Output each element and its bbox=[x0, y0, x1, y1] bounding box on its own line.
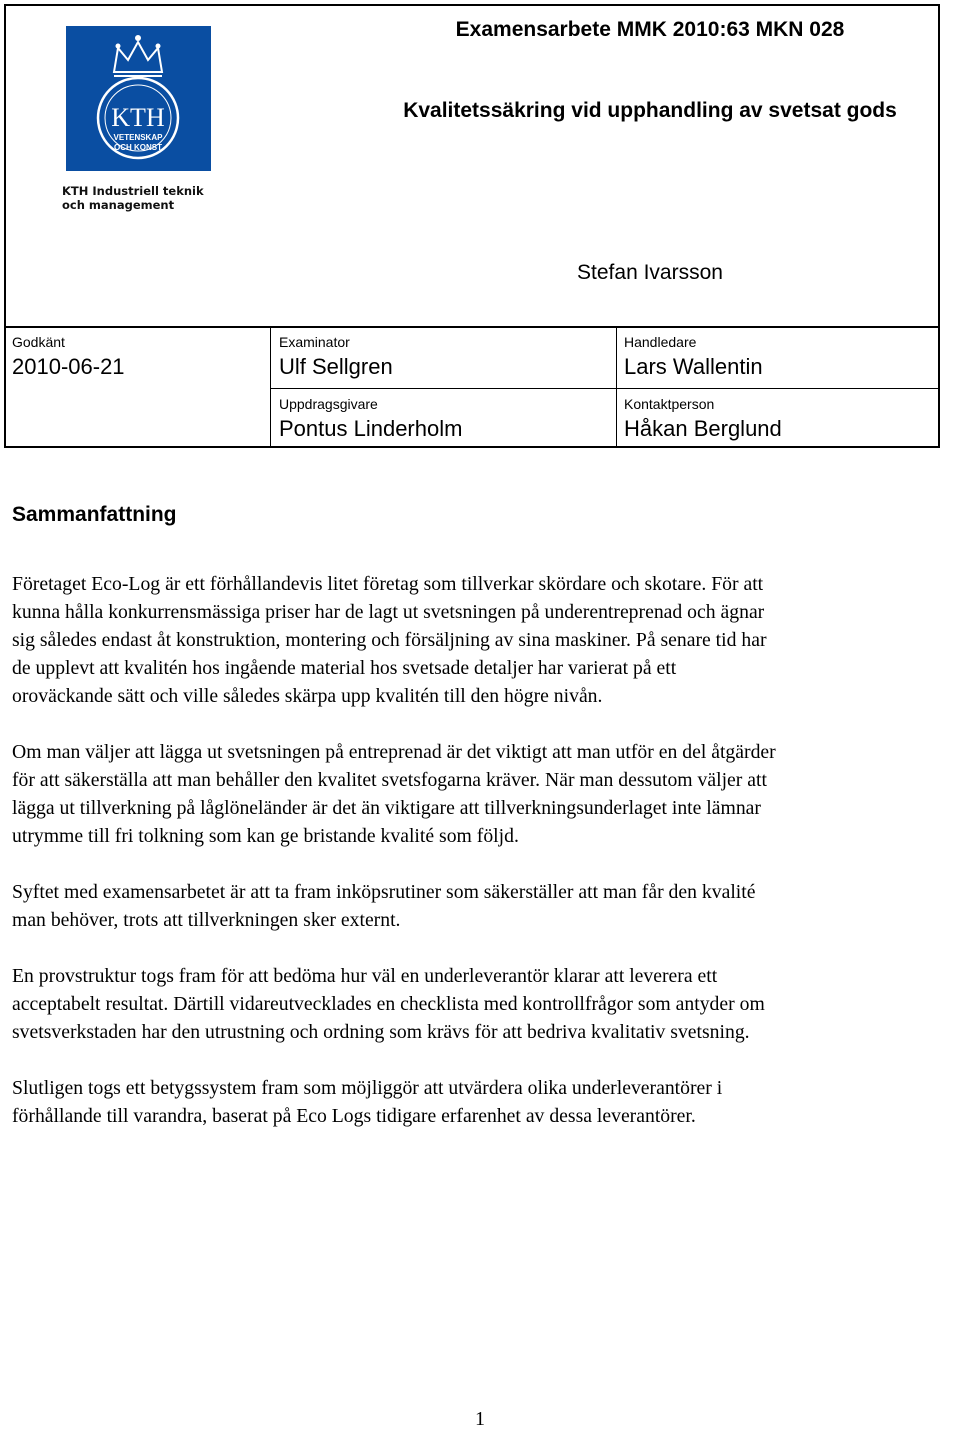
contact-label: Kontaktperson bbox=[624, 396, 715, 412]
svg-text:KTH: KTH bbox=[111, 103, 165, 132]
examiner-cell bbox=[279, 334, 393, 380]
examiner-label: Examinator bbox=[279, 334, 350, 350]
svg-text:OCH KONST: OCH KONST bbox=[114, 143, 162, 152]
thesis-title: Kvalitetssäkring vid upphandling av svetsat gods bbox=[403, 99, 897, 122]
kth-logo bbox=[66, 26, 211, 171]
summary-paragraph: Om man väljer att lägga ut svetsningen på entreprenad är det viktigt att man utför en del åtgärder för att säkerställa att man behåller den kvalitet svetsfogarna kräver. När man dessutom väljer att lägga ut tillverkning på låglöneländer är det än viktigare att tillverkningsunderlaget inte lämnar utrymme till fri tolkning som kan ge bristande kvalité som följd. bbox=[12, 741, 776, 847]
commissioner-value: Pontus Linderholm bbox=[279, 416, 463, 441]
commissioner-label: Uppdragsgivare bbox=[279, 396, 378, 412]
kth-crown-icon bbox=[66, 26, 211, 171]
examiner-value: Ulf Sellgren bbox=[279, 354, 393, 379]
contact-value: Håkan Berglund bbox=[624, 416, 782, 441]
logo-subtitle-line1: KTH Industriell teknik bbox=[62, 184, 204, 198]
svg-text:VETENSKAP: VETENSKAP bbox=[113, 133, 163, 142]
info-table-divider-1 bbox=[270, 326, 271, 448]
info-table-middle-rule bbox=[270, 388, 940, 389]
commissioner-cell bbox=[279, 396, 462, 442]
summary-heading: Sammanfattning bbox=[12, 503, 177, 526]
info-table-divider-2 bbox=[616, 326, 617, 448]
contact-cell bbox=[624, 396, 782, 442]
approved-value: 2010-06-21 bbox=[12, 354, 125, 379]
logo-subtitle-line2: och management bbox=[62, 198, 175, 212]
approved-cell bbox=[12, 334, 125, 380]
logo-subtitle bbox=[62, 184, 232, 212]
approved-label: Godkänt bbox=[12, 334, 65, 350]
page-number: 1 bbox=[475, 1408, 485, 1430]
summary-paragraph: Slutligen togs ett betygssystem fram som möjliggör att utvärdera olika underleverantörer i förhållande till varandra, baserat på Eco Logs tidigare erfarenhet av dessa leverantörer. bbox=[12, 1077, 723, 1127]
thesis-id: Examensarbete MMK 2010:63 MKN 028 bbox=[455, 18, 845, 41]
summary-paragraph: Syftet med examensarbetet är att ta fram inköpsrutiner som säkerställer att man får den kvalité man behöver, trots att tillverkningen sker externt. bbox=[12, 881, 756, 931]
author-name: Stefan Ivarsson bbox=[577, 261, 723, 284]
supervisor-label: Handledare bbox=[624, 334, 697, 350]
info-table-top-rule bbox=[4, 326, 940, 328]
summary-paragraph: Företaget Eco-Log är ett förhållandevis litet företag som tillverkar skördare och skotare. För att kunna hålla konkurrensmässiga priser har de lagt ut svetsningen på underentreprenad och ägnar sig således endast åt konstruktion, montering och försäljning av sina maskiner. På senare tid har de upplevt att kvalitén hos ingående material hos svetsade detaljer har varierat på ett oroväckande sätt och ville således skärpa upp kvalitén till den högre nivån. bbox=[12, 573, 767, 707]
summary-body bbox=[12, 570, 957, 1158]
summary-paragraph: En provstruktur togs fram för att bedöma hur väl en underleverantör klarar att leverera ett acceptabelt resultat. Därtill vidareutvecklades en checklista med kontrollfrågor som antyder om svetsverkstaden har den utrustning och ordning som krävs för att bedriva kvalitativ svetsning. bbox=[12, 965, 765, 1043]
supervisor-cell bbox=[624, 334, 763, 380]
supervisor-value: Lars Wallentin bbox=[624, 354, 763, 379]
